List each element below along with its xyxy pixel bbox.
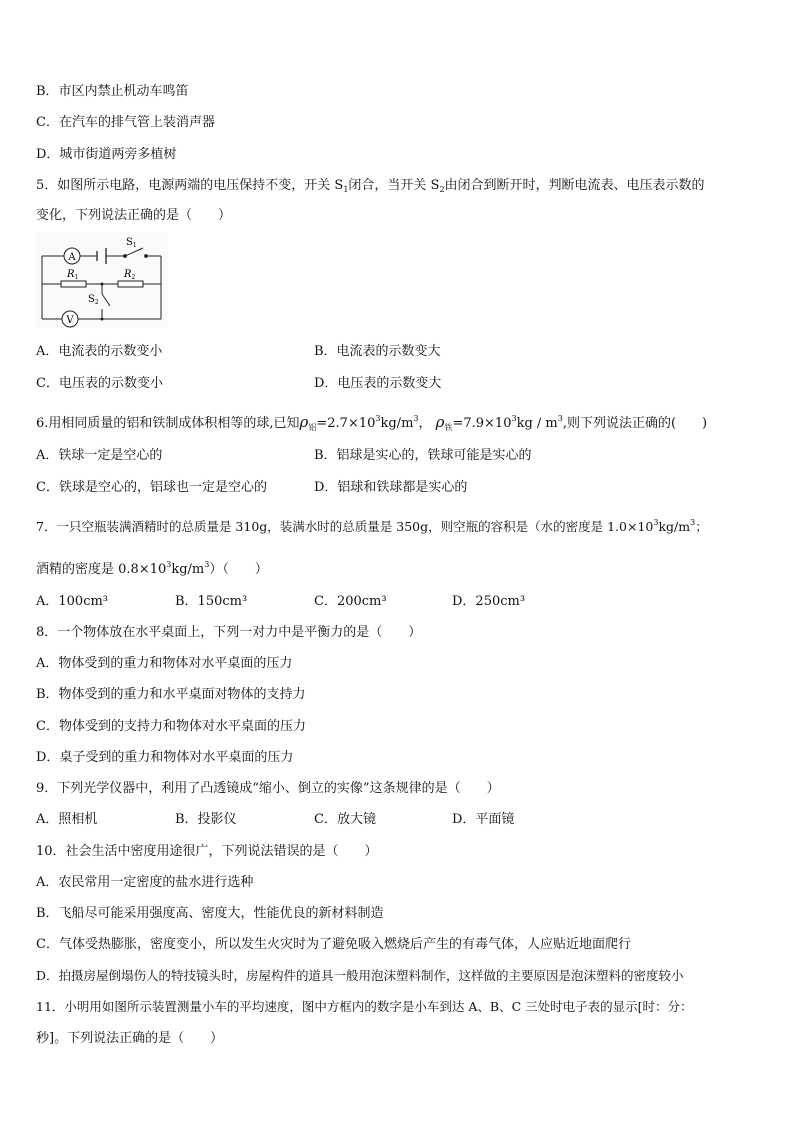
r1-label: $R_1$: [67, 269, 79, 281]
switch2-label: $S_2$: [88, 294, 99, 306]
q11-stem: 11．小明用如图所示装置测量小车的平均速度，图中方框内的数字是小车到达 A、B、C 三处时电子表的显示[时：分：: [36, 999, 693, 1014]
q10-option-b: B．飞船尽可能采用强度高、密度大，性能优良的新材料制造: [36, 906, 384, 921]
option-b: B．市区内禁止机动车鸣笛: [36, 84, 189, 99]
q5-option-a: A．电流表的示数变小: [36, 344, 163, 359]
q7-option-d: D．250cm³: [452, 594, 526, 609]
q6-option-d: D．铝球和铁球都是实心的: [314, 480, 468, 495]
option-d: D．城市街道两旁多植树: [36, 147, 177, 162]
r2-label: $R_2$: [124, 269, 136, 281]
q9-stem: 9．下列光学仪器中，利用了凸透镜成“缩小、倒立的实像”这条规律的是（ ）: [36, 781, 500, 796]
q7-stem: 7．一只空瓶装满酒精时的总质量是 310g，装满水时的总质量是 350g，则空瓶的容积是（水的密度是 $1.0\times 10^3kg/m^3$；: [36, 518, 708, 534]
q6-option-c: C．铁球是空心的，铝球也一定是空心的: [36, 480, 267, 495]
q8-option-c: C．物体受到的支持力和物体对水平桌面的压力: [36, 719, 306, 734]
q10-option-c: C．气体受热膨胀，密度变小，所以发生火灾时为了避免吸入燃烧后产生的有毒气体，人应贴近地面爬行: [36, 937, 631, 952]
q10-stem: 10．社会生活中密度用途很广，下列说法错误的是（ ）: [36, 844, 378, 859]
q5-option-d: D．电压表的示数变大: [314, 376, 442, 391]
q7-option-b: B．150cm³: [175, 594, 248, 609]
q9-option-a: A．照相机: [36, 812, 98, 827]
q9-option-d: D．平面镜: [452, 812, 515, 827]
q6-stem: 6.用相同质量的铝和铁制成体积相等的球,已知$\rho_铝=2.7\times 10^3kg/m^3$， $\rho_铁=7.9\times 10^3kg / m^3$,则下列说法正确的( ): [36, 413, 708, 432]
q10-option-a: A．农民常用一定密度的盐水进行选种: [36, 875, 254, 890]
q6-option-a: A．铁球一定是空心的: [36, 448, 163, 463]
q11-stem-line2: 秒]。下列说法正确的是（ ）: [36, 1031, 224, 1046]
q6-option-b: B．铝球是实心的，铁球可能是实心的: [314, 448, 532, 463]
switch1-label: $S_1$: [126, 237, 137, 249]
q9-option-b: B．投影仪: [175, 812, 237, 827]
q5-option-c: C．电压表的示数变小: [36, 376, 163, 391]
q7-stem-line2: 酒精的密度是 $0.8\times 10^3kg/m^3$）（ ）: [36, 560, 268, 577]
q10-option-d: D．拍摄房屋倒塌伤人的特技镜头时，房屋构件的道具一般用泡沫塑料制作，这样做的主要原因是泡沫塑料的密度较小: [36, 968, 684, 983]
q5-stem-line2: 变化，下列说法正确的是（ ）: [36, 208, 232, 223]
q8-option-a: A．物体受到的重力和物体对水平桌面的压力: [36, 656, 293, 671]
q9-option-c: C．放大镜: [314, 812, 376, 827]
q8-stem: 8．一个物体放在水平桌面上，下列一对力中是平衡力的是（ ）: [36, 625, 422, 640]
q7-option-c: C．200cm³: [314, 594, 387, 609]
option-c: C．在汽车的排气管上装消声器: [36, 115, 215, 130]
q8-option-b: B．物体受到的重力和水平桌面对物体的支持力: [36, 687, 306, 702]
q7-option-a: A．100cm³: [36, 594, 109, 609]
q8-option-d: D．桌子受到的重力和物体对水平桌面的压力: [36, 750, 294, 765]
q5-stem: 5．如图所示电路，电源两端的电压保持不变，开关 $S_1$闭合，当开关 $S_2$由闭合到断开时，判断电流表、电压表示数的: [36, 178, 705, 194]
q5-option-b: B．电流表的示数变大: [314, 344, 441, 359]
voltmeter-label: V: [66, 315, 74, 326]
ammeter-label: A: [68, 252, 76, 263]
circuit-diagram: [36, 232, 168, 328]
